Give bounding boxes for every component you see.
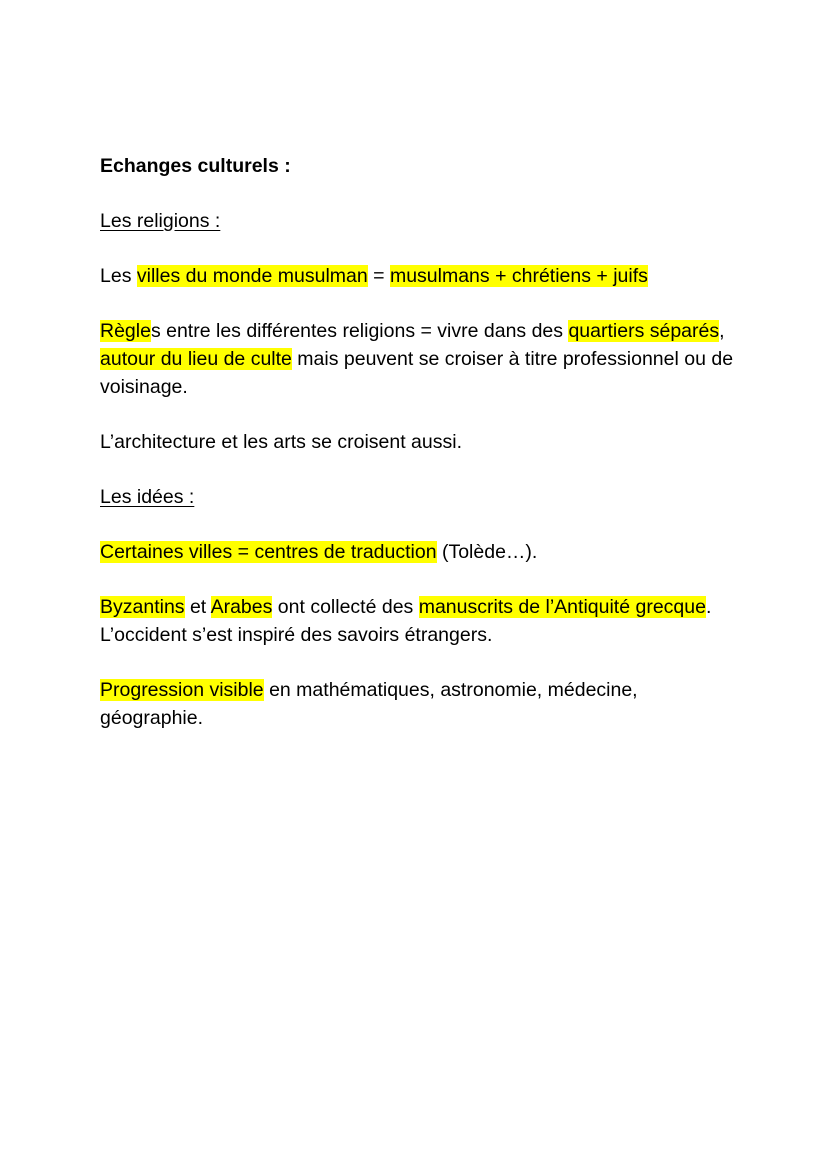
text-segment: ont collecté des [272, 596, 419, 618]
text-segment: . L’occident s’est inspiré des savoirs étrangers. [100, 596, 712, 646]
text-segment: s entre les différentes religions = vivre dans des [150, 320, 569, 342]
highlighted-text: quartiers séparés [568, 320, 720, 342]
highlighted-text: Arabes [210, 596, 273, 618]
highlighted-text: manuscrits de l’Antiquité grecque [418, 596, 706, 618]
text-segment: et [184, 596, 211, 618]
document-title: Echanges culturels : [100, 155, 291, 177]
section-heading-idees: Les idées : [100, 486, 195, 508]
text-segment: en mathématiques, astronomie, médecine, géographie. [100, 679, 638, 729]
highlighted-text: musulmans + chrétiens + juifs [389, 265, 648, 287]
text-segment: = [367, 265, 390, 287]
text-segment: mais peuvent se croiser à titre professionnel ou de voisinage. [100, 348, 734, 398]
paragraph-manuscrits [100, 593, 740, 649]
document-page [100, 152, 740, 759]
highlighted-text: Progression visible [100, 679, 264, 701]
paragraph-regles [100, 317, 740, 401]
paragraph-traduction [100, 538, 740, 566]
highlighted-text: autour du lieu de culte [100, 348, 292, 370]
section-heading-religions: Les religions : [100, 210, 221, 232]
text-segment: , [719, 320, 725, 342]
text-segment: (Tolède…). [436, 541, 538, 563]
highlighted-text: Byzantins [100, 596, 185, 618]
highlighted-text: Certaines villes = centres de traduction [100, 541, 437, 563]
paragraph-architecture: L’architecture et les arts se croisent aussi. [100, 431, 462, 453]
paragraph-progression [100, 676, 740, 732]
paragraph-villes [100, 262, 740, 290]
highlighted-text: villes du monde musulman [136, 265, 368, 287]
highlighted-text: Règle [100, 320, 151, 342]
text-segment: Les [100, 265, 137, 287]
